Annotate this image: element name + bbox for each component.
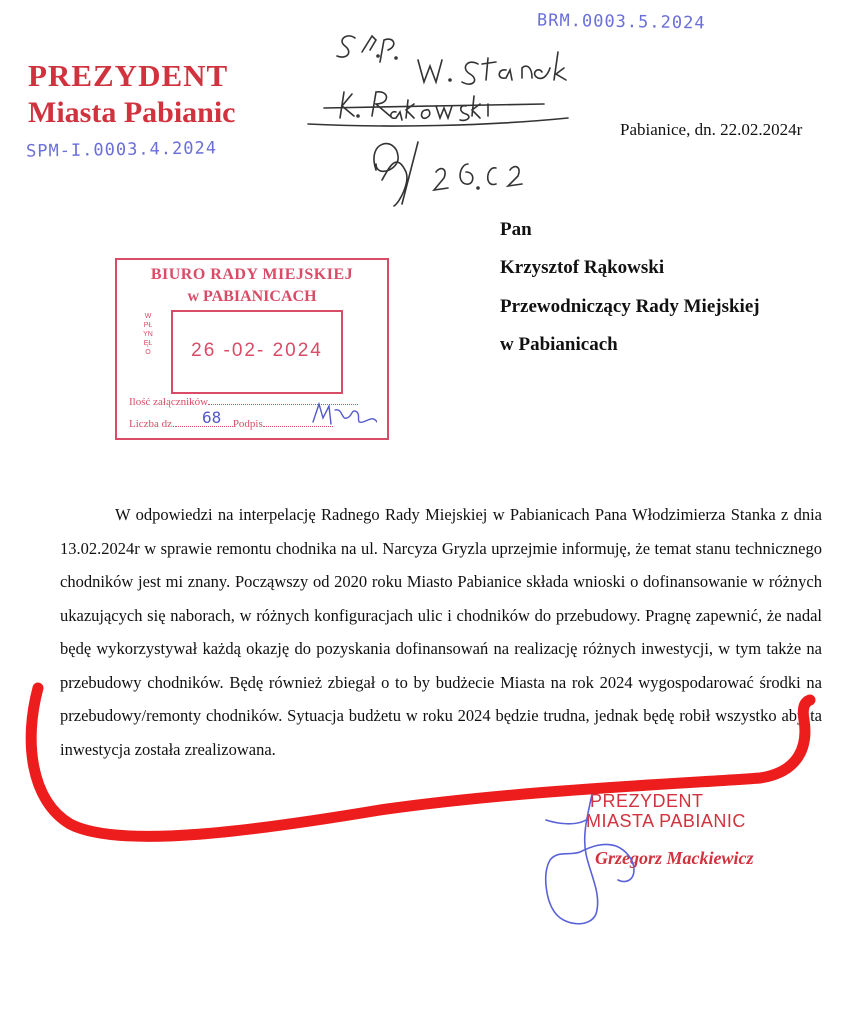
addressee-position: Przewodniczący Rady Miejskiej <box>500 296 760 317</box>
letterhead-title: PREZYDENT <box>28 58 229 93</box>
registry-stamp-date-box <box>171 310 343 394</box>
signatory-name: Grzegorz Mackiewicz <box>595 848 754 868</box>
signature-stamp-office: MIASTA PABIANIC <box>586 811 746 831</box>
place-and-date: Pabianice, dn. 22.02.2024r <box>620 120 803 139</box>
addressee-location: w Pabianicach <box>500 334 618 355</box>
handwritten-signature <box>530 790 650 930</box>
registry-stamp-received-label: WPŁYNĘŁO <box>143 313 153 356</box>
registry-stamp-number-row <box>129 418 333 430</box>
letter-body-paragraph: W odpowiedzi na interpelację Radnego Rady Miejskiej w Pabianicach Pana Włodzimierza Stanka z dnia 13.02.2024r w sprawie remontu chodnika na ul. Narcyza Gryzla uprzejmie informuję, że temat stanu technicznego chodników jest mi znany. Począwszy od 2020 roku Miasto Pabianice składa wnioski o dofinansowanie w różnych ukazujących się naborach, w różnych konfiguracjach ulic i chodników do przebudowy. Pragnę zapewnić, że nadal będę wykorzystywał każdą okazję do pozyskania dofinansowań na realizację różnych inwestycji, w tym także na przebudowy chodników. Będę również zbiegał o to by budżecie Miasta na rok 2024 wygospodarować środki na przebudowy/remonty chodników. Sytuacja budżetu w roku 2024 będzie trudna, jednak będę robił wszystko aby ta inwestycja została zrealizowana. <box>60 505 822 759</box>
registry-stamp-city: w PABIANICACH <box>187 288 317 305</box>
addressee-salutation: Pan <box>500 219 532 240</box>
registry-stamp <box>115 258 389 440</box>
registry-stamp-number-value: 68 <box>202 408 222 427</box>
signature-stamp-title: PREZYDENT <box>590 791 704 811</box>
incoming-reference-number: BRM.0003.5.2024 <box>536 10 706 34</box>
addressee-name: Krzysztof Rąkowski <box>500 257 665 278</box>
outgoing-reference-number: SPM-I.0003.4.2024 <box>25 138 218 162</box>
registry-stamp-office: BIURO RADY MIEJSKIEJ <box>150 266 354 283</box>
registry-stamp-attachments-label: Ilość załączników <box>129 396 209 408</box>
registry-stamp-initials <box>307 398 377 430</box>
registry-stamp-signature-label: Podpis <box>232 418 263 430</box>
registry-stamp-number-label: Liczba dz. <box>129 418 175 430</box>
handwritten-routing-notes <box>300 20 580 220</box>
registry-stamp-date: 26 -02- 2024 <box>191 340 323 361</box>
letterhead-subtitle: Miasta Pabianic <box>28 96 236 129</box>
